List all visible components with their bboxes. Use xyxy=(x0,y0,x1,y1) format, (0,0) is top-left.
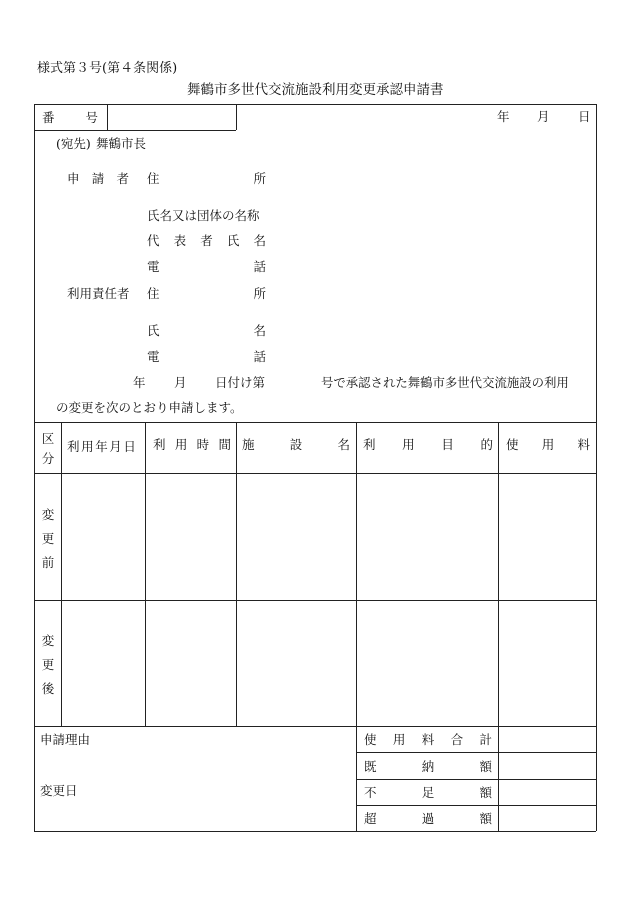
shortage-label: 不 足 額 xyxy=(364,785,492,800)
table-col-2 xyxy=(145,422,146,726)
footer-bottom xyxy=(34,831,596,832)
statement-year: 年 xyxy=(133,375,146,390)
total-fee-label: 使 用 料 合 計 xyxy=(364,732,492,747)
table-col-4 xyxy=(356,422,357,831)
representative-label: 代 表 者 氏 名 xyxy=(147,233,266,248)
applicant-phone-label: 電 話 xyxy=(147,259,266,274)
header-fee: 使 用 料 xyxy=(506,437,590,452)
date-year-label: 年 xyxy=(497,109,510,124)
reason-label: 申請理由 xyxy=(40,732,91,747)
number-field[interactable] xyxy=(108,105,235,129)
table-header-bottom xyxy=(34,473,596,474)
statement-line2: の変更を次のとおり申請します。 xyxy=(56,400,243,415)
addressee-name: 舞鶴市長 xyxy=(96,136,147,151)
table-col-3 xyxy=(236,422,237,726)
number-box-bottom xyxy=(34,130,236,131)
applicant-address-label: 住 所 xyxy=(147,171,266,186)
statement-approved: 号で承認された舞鶴市多世代交流施設の利用 xyxy=(321,375,569,390)
header-time: 利 用 時 間 xyxy=(153,437,231,452)
row-after-label: 変 更 後 xyxy=(41,633,55,696)
frame-bottom xyxy=(34,726,596,727)
number-box-right xyxy=(236,104,237,130)
footer-left xyxy=(34,726,35,831)
statement-month: 月 xyxy=(174,375,187,390)
form-number: 様式第３号(第４条関係) xyxy=(37,61,178,76)
table-row-divider xyxy=(34,600,596,601)
date-month-label: 月 xyxy=(537,109,550,124)
number-label: 番 号 xyxy=(42,110,98,125)
frame-right xyxy=(596,104,597,831)
manager-address-label: 住 所 xyxy=(147,286,266,301)
change-date-label: 変更日 xyxy=(40,783,78,798)
table-top xyxy=(34,422,596,423)
manager-phone-label: 電 話 xyxy=(147,349,266,364)
row-before-label: 変 更 前 xyxy=(41,507,55,570)
addressee-prefix: (宛先) xyxy=(56,136,91,151)
applicant-label: 申 請 者 xyxy=(67,171,129,186)
manager-label: 利用責任者 xyxy=(67,286,130,301)
header-facility: 施 設 名 xyxy=(242,437,350,452)
manager-name-label: 氏 名 xyxy=(147,323,266,338)
table-col-1 xyxy=(61,422,62,726)
header-category: 区 分 xyxy=(41,431,55,466)
applicant-name-label: 氏名又は団体の名称 xyxy=(147,208,260,223)
excess-label: 超 過 額 xyxy=(364,811,492,826)
date-day-label: 日 xyxy=(578,109,591,124)
table-col-5 xyxy=(498,422,499,831)
paid-label: 既 納 額 xyxy=(364,758,492,774)
document-title: 舞鶴市多世代交流施設利用変更承認申請書 xyxy=(187,82,444,98)
header-date: 利用年月日 xyxy=(67,439,138,454)
statement-day-no: 日付け第 xyxy=(215,375,266,390)
header-purpose: 利 用 目 的 xyxy=(363,437,493,452)
